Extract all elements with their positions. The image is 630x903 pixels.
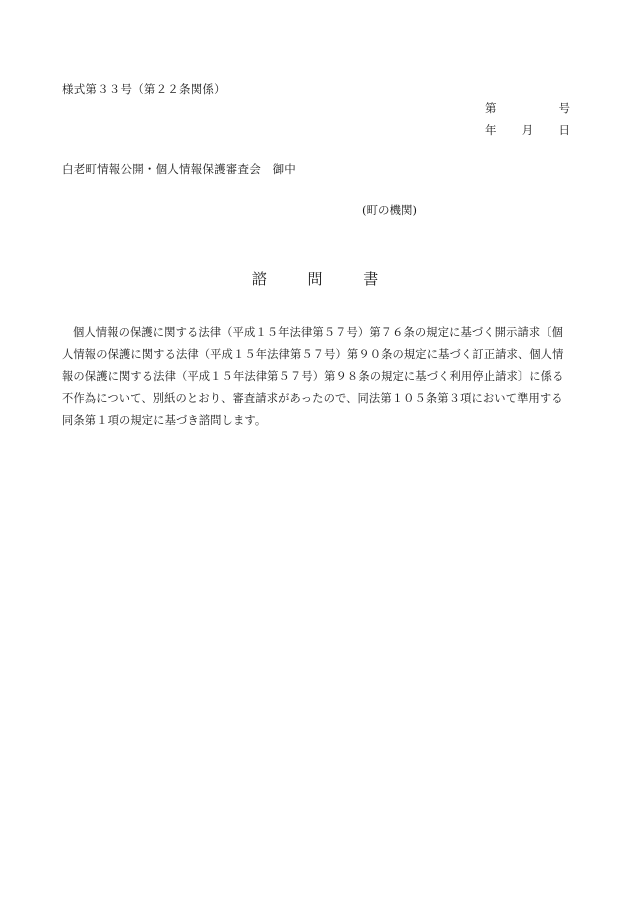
document-number-block [485, 100, 570, 138]
form-number: 様式第３３号（第２２条関係） [62, 82, 226, 96]
date-line [485, 122, 570, 138]
addressee: 白老町情報公開・個人情報保護審査会 御中 [62, 162, 296, 176]
document-title [0, 268, 630, 289]
document-number-line [485, 100, 570, 122]
date-month-label: 月 [521, 123, 534, 137]
title-char-1: 諮 [251, 270, 267, 288]
title-char-2: 問 [307, 270, 323, 288]
sender-organization: (町の機関) [362, 203, 417, 217]
date-year-label: 年 [485, 123, 497, 137]
date-day-label: 日 [558, 123, 570, 137]
body-paragraph: 個人情報の保護に関する法律（平成１５年法律第５７号）第７６条の規定に基づく開示請求〔個人情報の保護に関する法律（平成１５年法律第５７号）第９０条の規定に基づく訂正請求、個人情報の保護に関する法律（平成１５年法律第５７号）第９８条の規定に基づく利用停止請求〕に係る不作為について、別紙のとおり、審査請求があったので、同法第１０５条第３項において準用する同条第１項の規定に基づき諮問します。 [62, 326, 564, 427]
document-number-suffix: 号 [558, 101, 570, 115]
title-char-3: 書 [363, 270, 379, 288]
document-number-prefix: 第 [485, 101, 497, 115]
